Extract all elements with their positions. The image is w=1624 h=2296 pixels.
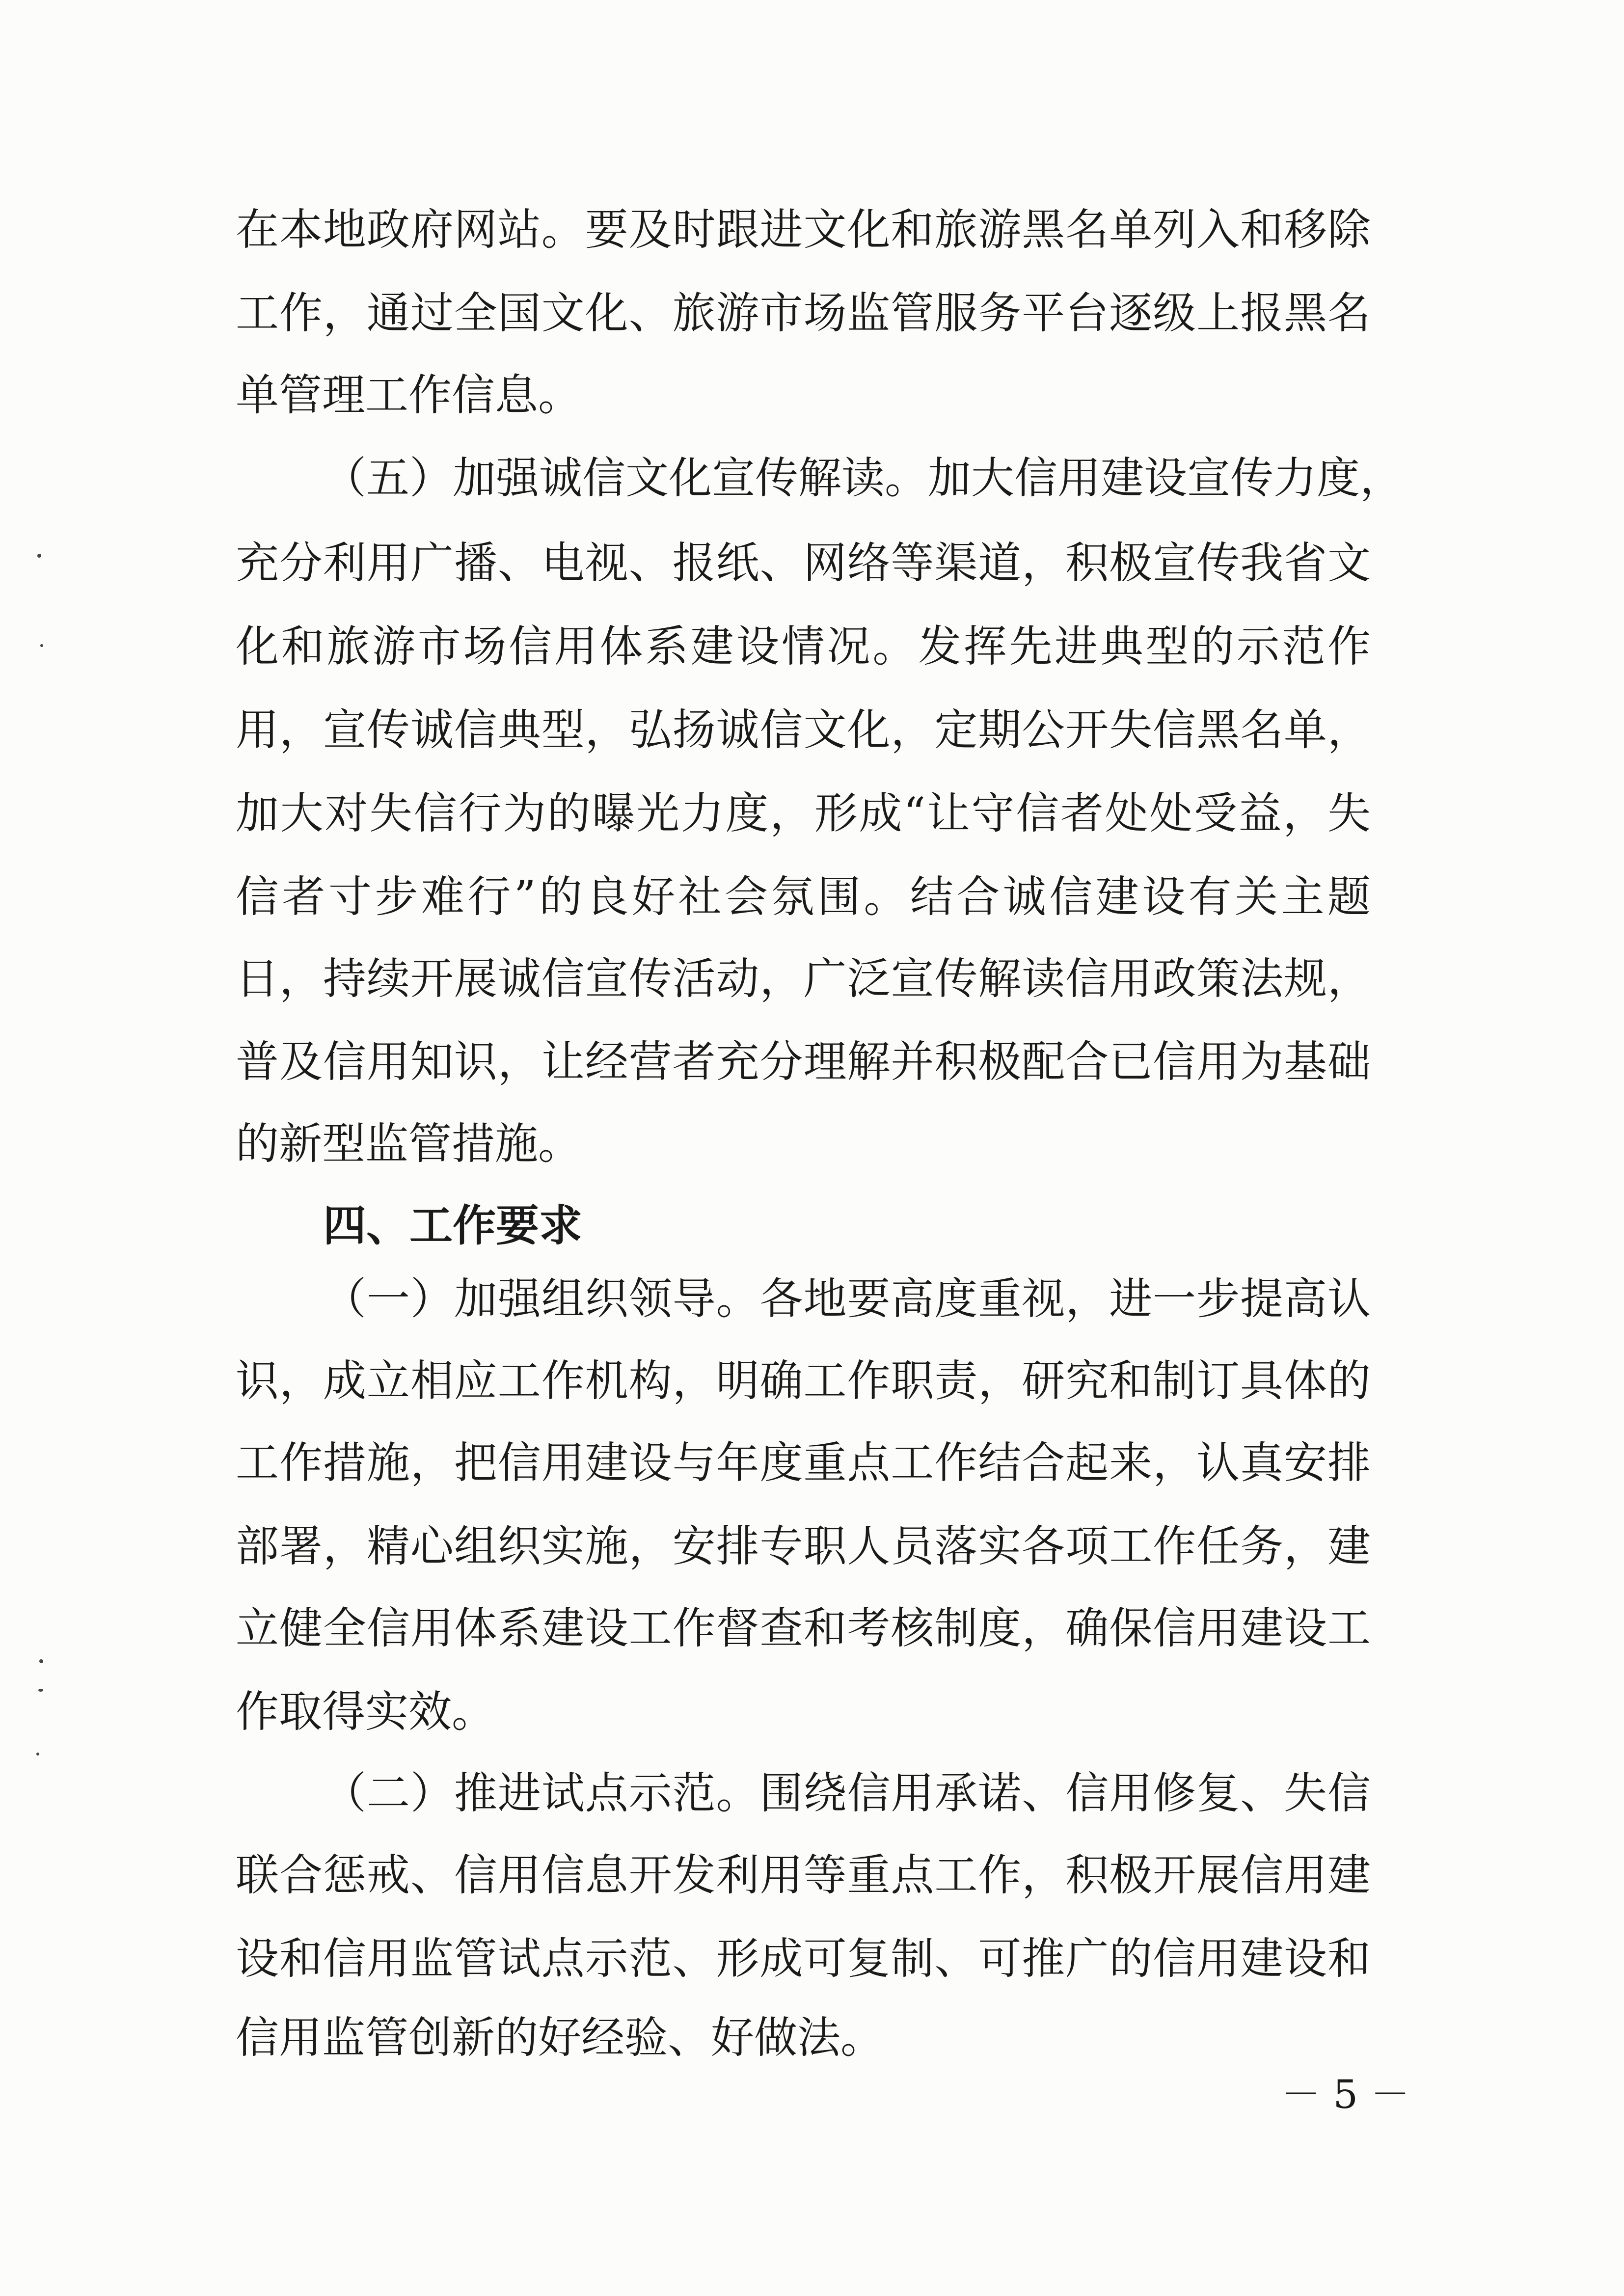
scan-speck xyxy=(40,644,43,647)
paragraph-first-line: （一）加强组织领导。各地要高度重视，进一步提高认 xyxy=(323,1273,1371,1324)
text-line: 作取得实效。 xyxy=(236,1686,495,1737)
text-line: 用，宣传诚信典型，弘扬诚信文化，定期公开失信黑名单， xyxy=(236,704,1371,755)
scan-speck xyxy=(38,1689,43,1692)
scan-speck xyxy=(39,1659,43,1663)
paragraph-first-line: （五）加强诚信文化宣传解读。加大信用建设宣传力度， xyxy=(323,453,1404,503)
text-line: 部署，精心组织实施，安排专职人员落实各项工作任务，建 xyxy=(236,1521,1371,1571)
text-line: 化和旅游市场信用体系建设情况。发挥先进典型的示范作 xyxy=(236,621,1371,672)
text-line: 的新型监管措施。 xyxy=(236,1118,582,1169)
text-line: 日，持续开展诚信宣传活动，广泛宣传解读信用政策法规， xyxy=(236,953,1371,1004)
paragraph-first-line: （二）推进试点示范。围绕信用承诺、信用修复、失信 xyxy=(323,1768,1371,1818)
text-line: 工作措施，把信用建设与年度重点工作结合起来，认真安排 xyxy=(236,1437,1371,1488)
section-heading: 四、工作要求 xyxy=(323,1200,583,1251)
text-line: 立健全信用体系建设工作督查和考核制度，确保信用建设工 xyxy=(236,1603,1371,1653)
text-line: 识，成立相应工作机构，明确工作职责，研究和制订具体的 xyxy=(236,1355,1371,1406)
text-line: 工作，通过全国文化、旅游市场监管服务平台逐级上报黑名 xyxy=(236,288,1371,338)
page-number: － 5 － xyxy=(1281,2072,1410,2117)
text-line: 信用监管创新的好经验、好做法。 xyxy=(236,2012,884,2063)
text-line: 充分利用广播、电视、报纸、网络等渠道，积极宣传我省文 xyxy=(236,538,1371,588)
scan-speck xyxy=(37,554,41,558)
text-line: 普及信用知识，让经营者充分理解并积极配合已信用为基础 xyxy=(236,1036,1371,1087)
text-line: 联合惩戒、信用信息开发利用等重点工作，积极开展信用建 xyxy=(236,1850,1371,1900)
text-line: 设和信用监管试点示范、形成可复制、可推广的信用建设和 xyxy=(236,1933,1371,1984)
text-line: 在本地政府网站。要及时跟进文化和旅游黑名单列入和移除 xyxy=(236,204,1371,255)
text-line: 单管理工作信息。 xyxy=(236,370,582,420)
text-line: 信者寸步难行”的良好社会氛围。结合诚信建设有关主题 xyxy=(236,871,1371,922)
text-line: 加大对失信行为的曝光力度，形成“让守信者处处受益，失 xyxy=(236,788,1371,838)
scan-speck xyxy=(36,1753,39,1756)
